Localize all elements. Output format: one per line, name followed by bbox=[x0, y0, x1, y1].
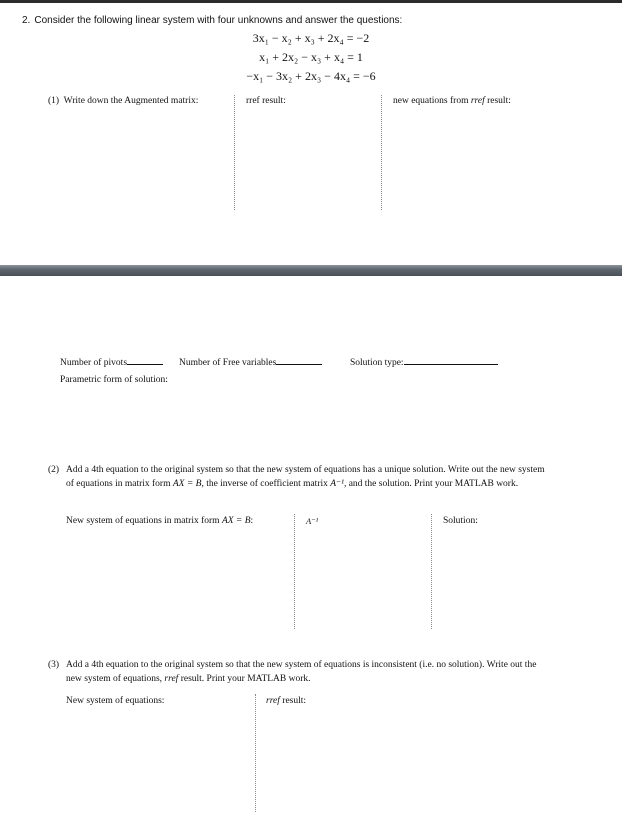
equation-1: 3x₁ − x₂ + x₃ + 2x₄ = −2 bbox=[252, 31, 370, 45]
part3-text-2: result. Print your MATLAB work. bbox=[178, 673, 311, 684]
part1-number: (1) bbox=[48, 96, 60, 106]
part1-rref-label: rref result: bbox=[246, 96, 286, 106]
part1-augmented-text: Write down the Augmented matrix: bbox=[63, 96, 199, 106]
part2-solution-label: Solution: bbox=[443, 516, 478, 526]
part2-text-1: Add a 4th equation to the original system so that the new system of equations has a unique solution. Write out the new system of equations in matrix form bbox=[66, 465, 545, 489]
solution-type-field bbox=[350, 356, 498, 368]
matrix-form-tail: : bbox=[250, 516, 254, 526]
equation-2: x₁ + 2x₂ − x₃ + x₄ = 1 bbox=[259, 50, 363, 64]
part1-new-equations-label bbox=[393, 96, 511, 106]
part1-augmented-label bbox=[48, 96, 198, 106]
pivots-field bbox=[60, 356, 163, 368]
part1-column-divider-1 bbox=[234, 95, 235, 210]
part3-rref-label bbox=[266, 696, 306, 706]
part3-number: (3) bbox=[48, 660, 60, 670]
matrix-form-math: AX = B bbox=[221, 516, 251, 526]
new-eq-text: new equations from bbox=[393, 96, 469, 106]
question-prompt: Consider the following linear system with four unknowns and answer the questions: bbox=[34, 15, 403, 26]
part3-rref-label-tail: result: bbox=[279, 696, 307, 706]
part2-number: (2) bbox=[48, 465, 60, 475]
new-eq-tail: result: bbox=[484, 96, 511, 106]
free-variables-field bbox=[179, 356, 322, 368]
equation-3: −x₁ − 3x₂ + 2x₃ − 4x₄ = −6 bbox=[246, 69, 376, 83]
inverse-math: A⁻¹ bbox=[306, 516, 319, 526]
part3-rref-italic: rref bbox=[164, 673, 179, 684]
part3-rref-label-italic: rref bbox=[266, 696, 280, 706]
top-border bbox=[0, 0, 622, 3]
part1-column-divider-2 bbox=[381, 95, 382, 210]
part3-column-divider bbox=[255, 694, 256, 812]
part2-inverse-label bbox=[306, 516, 318, 527]
part2-column-divider-2 bbox=[431, 514, 432, 629]
matrix-form-text: New system of equations in matrix form bbox=[66, 516, 222, 526]
page-divider bbox=[0, 265, 622, 276]
question-header bbox=[22, 15, 402, 26]
parametric-form-label: Parametric form of solution: bbox=[60, 375, 168, 385]
part3-text-1: Add a 4th equation to the original system so that the new system of equations is inconsistent (i.e. no solution). Write out the new system of equations, bbox=[66, 660, 537, 684]
part2-math-ainv: A⁻¹ bbox=[330, 478, 344, 489]
part2-text-3: , and the solution. Print your MATLAB work. bbox=[343, 478, 519, 489]
part2-matrix-form-label bbox=[66, 516, 253, 526]
part2-column-divider-1 bbox=[294, 514, 295, 629]
pivots-label: Number of pivots bbox=[60, 358, 128, 368]
solution-type-label: Solution type: bbox=[350, 358, 404, 368]
question-number: 2. bbox=[22, 15, 31, 26]
new-eq-rref-italic: rref bbox=[470, 96, 485, 106]
part2-instructions bbox=[48, 464, 554, 491]
part2-math-axb: AX = B bbox=[172, 478, 202, 489]
solution-type-blank[interactable] bbox=[404, 356, 498, 365]
pivots-blank[interactable] bbox=[127, 356, 163, 365]
part2-text-2: , the inverse of coefficient matrix bbox=[201, 478, 331, 489]
part3-instructions bbox=[48, 659, 546, 686]
part3-new-equations-label: New system of equations: bbox=[66, 696, 165, 706]
free-variables-blank[interactable] bbox=[276, 356, 322, 365]
free-variables-label: Number of Free variables bbox=[179, 358, 277, 368]
